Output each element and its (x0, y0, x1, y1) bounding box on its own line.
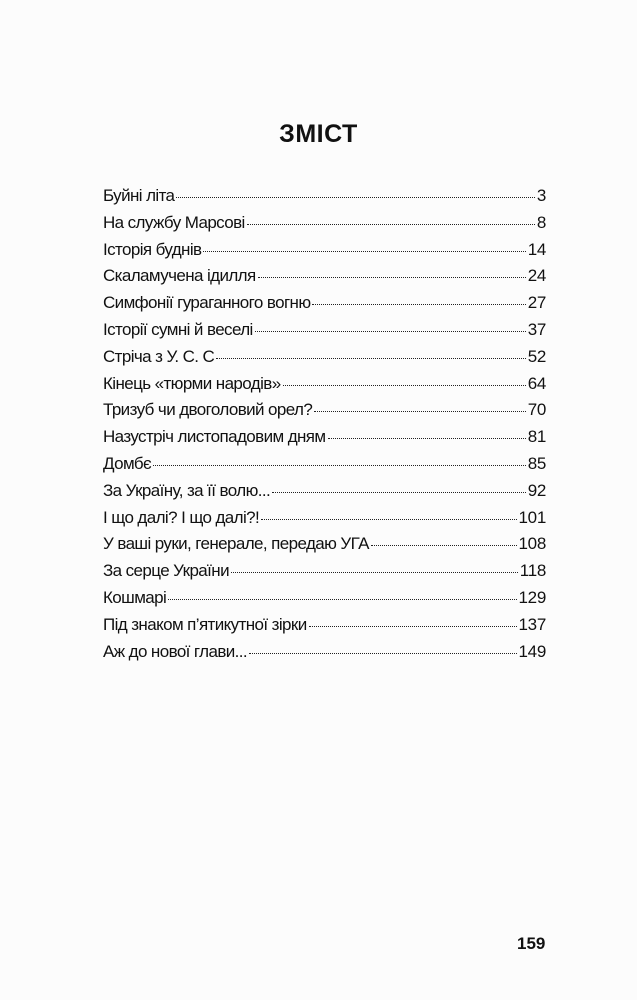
toc-entry (103, 320, 546, 347)
toc-entry-page: 8 (536, 212, 546, 232)
toc-entry-title: Стріча з У. С. С (103, 346, 215, 366)
toc-entry-page: 37 (527, 319, 546, 339)
toc-entry (103, 615, 546, 642)
toc-entry-page: 81 (527, 427, 546, 447)
dot-leader (314, 411, 525, 412)
toc-entry (103, 374, 546, 401)
toc-entry-title: За серце України (103, 561, 229, 581)
toc-entry-title: Кінець «тюрми народів» (103, 373, 281, 393)
toc-entry-title: Симфонії гураганного вогню (103, 293, 311, 313)
toc-entry (103, 427, 546, 454)
dot-leader (247, 224, 535, 225)
toc-entry-page: 101 (518, 507, 546, 527)
dot-leader (216, 358, 525, 359)
toc-entry-page: 14 (527, 239, 546, 259)
toc-entry-page: 24 (527, 266, 546, 286)
toc-entry-title: Буйні літа (103, 186, 175, 205)
toc-entry-title: Домбє (103, 453, 152, 473)
toc-entry (103, 561, 546, 588)
toc-entry (103, 213, 546, 240)
toc-entry (103, 186, 546, 213)
toc-entry-title: І що далі? І що далі?! (103, 507, 260, 527)
toc-entry-title: Кошмарі (103, 587, 167, 607)
toc-entry-title: На службу Марсові (103, 212, 245, 232)
dot-leader (272, 492, 526, 493)
dot-leader (312, 304, 525, 305)
toc-entry-page: 70 (527, 400, 546, 420)
toc-entry-title: Тризуб чи двоголовий орел? (103, 400, 313, 420)
dot-leader (328, 438, 526, 439)
toc-entry (103, 642, 546, 669)
toc-entry-page: 3 (536, 186, 546, 205)
toc-entry (103, 240, 546, 267)
toc-entry (103, 293, 546, 320)
toc-entry (103, 266, 546, 293)
toc-entry-title: У ваші руки, генерале, передаю УГА (103, 534, 369, 554)
dot-leader (255, 331, 526, 332)
toc-entry (103, 347, 546, 374)
dot-leader (153, 465, 526, 466)
toc-entry-page: 129 (518, 587, 546, 607)
toc-entry-title: Історії сумні й веселі (103, 319, 253, 339)
toc-entry (103, 400, 546, 427)
page-title: ЗМІСТ (279, 120, 358, 148)
dot-leader (176, 197, 534, 198)
toc-entry-title: Скаламучена ідилля (103, 266, 256, 286)
toc-entry-page: 108 (518, 534, 546, 554)
toc-entry-page: 27 (527, 293, 546, 313)
dot-leader (283, 385, 526, 386)
toc-entry-page: 64 (527, 373, 546, 393)
toc-entry-page: 149 (518, 641, 546, 661)
dot-leader (371, 545, 517, 546)
toc-entry (103, 534, 546, 561)
toc-entry (103, 481, 546, 508)
dot-leader (309, 626, 517, 627)
dot-leader (249, 653, 517, 654)
toc-entry-page: 92 (527, 480, 546, 500)
toc-entry-title: За Україну, за її волю... (103, 480, 271, 500)
toc-entry (103, 454, 546, 481)
toc-entry-title: Під знаком п’ятикутної зірки (103, 614, 307, 634)
toc-entry-page: 85 (527, 453, 546, 473)
toc-entry-page: 118 (519, 561, 546, 581)
toc-entry-title: Аж до нової глави... (103, 641, 248, 661)
toc-entry-title: Історія буднів (103, 239, 202, 259)
toc-entry (103, 588, 546, 615)
toc-entry-page: 52 (527, 346, 546, 366)
dot-leader (231, 572, 518, 573)
table-of-contents (103, 186, 546, 668)
toc-entry-page: 137 (518, 614, 546, 634)
page-number: 159 (517, 934, 546, 953)
dot-leader (258, 277, 526, 278)
dot-leader (203, 251, 525, 252)
toc-entry-title: Назустріч листопадовим дням (103, 427, 326, 447)
dot-leader (168, 599, 516, 600)
dot-leader (261, 519, 516, 520)
toc-entry (103, 508, 546, 535)
